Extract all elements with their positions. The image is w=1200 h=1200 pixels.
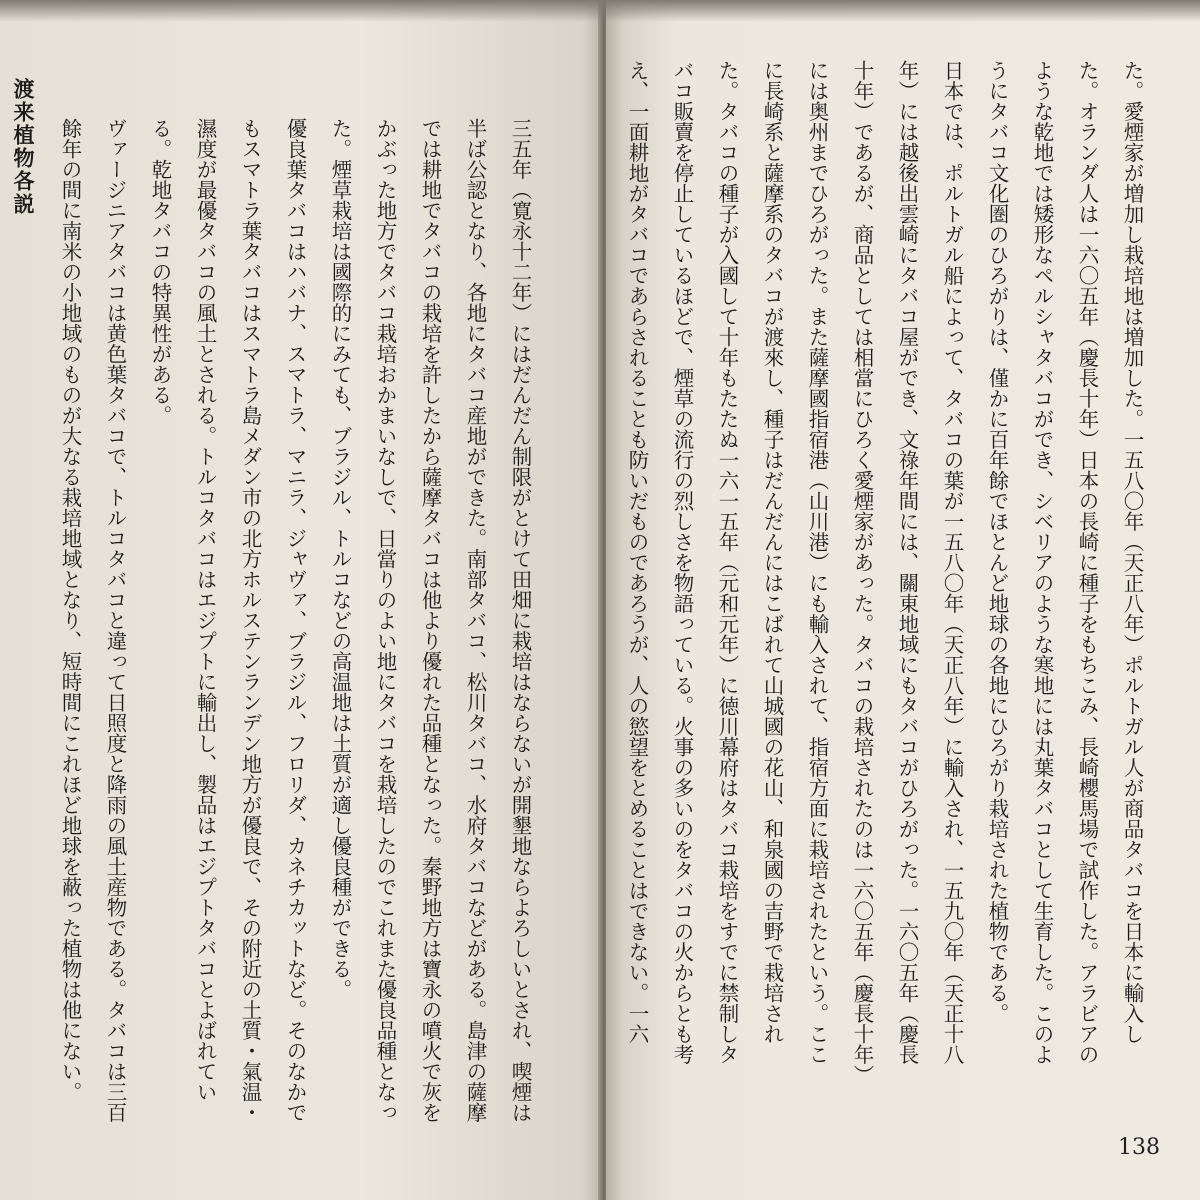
page-number: 138 [1118,1135,1160,1160]
running-head: 渡来植物各説 [11,78,36,216]
page-shadow [0,0,1200,22]
left-page-text: 三五年（寛永十二年）にはだんだん制限がとけて田畑に栽培はならないが開墾地ならよろしいとされ、喫煙は半ば公認となり、各地にタバコ産地ができた。南部タバコ、松川タバコ、水府タバコなどがある。島津の薩摩では耕地でタバコの栽培を許したから薩摩タバコは他より優れた品種となった。秦野地方は寶永の噴火で灰をかぶった地方でタバコ栽培おかまいなしで、日當りのよい地にタバコを栽培したのでこれまた優良品種となった。煙草栽培は國際的にみても、ブラジル、トルコなどの高温地は土質が適し優良種ができる。 優良葉タバコはハバナ、スマトラ、マニラ、ジャヴァ、ブラジル、フロリダ、カネチカットなど。そのなかでもスマトラ葉タバコはスマトラ島メダン市の北方ホルステンランデン地方が優良で、その附近の土質・氣温・濕度が最優タバコの風土とされる。トルコタバコはエジプトに輸出し、製品はエジプトタバコとよばれている。乾地タバコの特異性がある。 ヴァージニアタバコは黄色葉タバコで、トルコタバコと違って日照度と降雨の風土産物である。タバコは三百餘年の間に南米の小地域のものが大なる栽培地域となり、短時間にこれほど地球を蔽った植物は他にない。 [58,118,532,1123]
right-page-text: た。愛煙家が増加し栽培地は増加した。一五八〇年（天正八年）ポルトガル人が商品タバコを日本に輸入した。オランダ人は一六〇五年（慶長十年）日本の長崎に種子をもちこみ、長崎櫻馬場で試作した。アラビアのような乾地では矮形なペルシャタバコができ、シベリアのような寒地には丸葉タバコとして生育した。このようにタバコ文化圏のひろがりは、僅かに百年餘でほとんど地球の各地にひろがり栽培された植物である。 日本では、ポルトガル船によって、タバコの葉が一五八〇年（天正八年）に輸入され、一五九〇年（天正十八年）には越後出雲崎にタバコ屋ができ、文祿年間には、關東地域にもタバコがひろがった。一六〇五年（慶長十年）であるが、商品としては相當にひろく愛煙家があった。タバコの栽培されたのは一六〇五年（慶長十年）には奥州までひろがった。また薩摩國指宿港（山川港）にも輸入されて、指宿方面に栽培されたという。ここに長崎系と薩摩系のタバコが渡來し、種子はだんだんにはこばれて山城國の花山、和泉國の吉野で栽培された。タバコの種子が入國して十年もたたぬ一六一五年（元和元年）に徳川幕府はタバコ栽培をすでに禁制しタバコ販賣を停止しているほどで、煙草の流行の烈しさを物語っている。火事の多いのをタバコの火からとも考え、一面耕地がタバコであらされることも防いだものであろうが、人の慾望をとめることはできない。一六 [625,60,1144,1075]
right-page [606,0,1200,1200]
